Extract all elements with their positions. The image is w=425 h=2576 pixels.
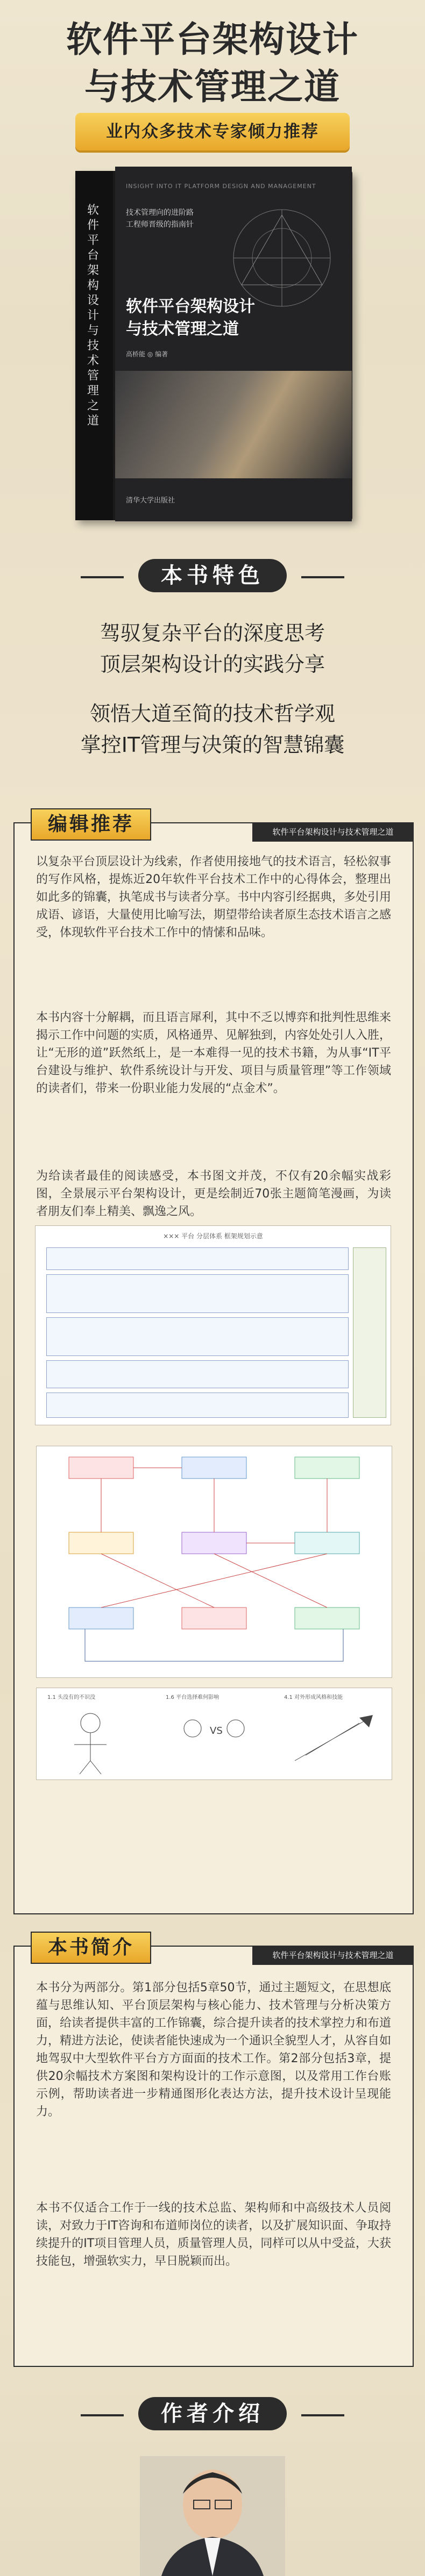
cover-title-1: 软件平台架构设计 (126, 297, 255, 316)
diagram-layer-box (46, 1317, 349, 1356)
sketch-label-3: 4.1 对外形成风格和技能 (284, 1695, 343, 1700)
author-portrait-graphic (140, 2456, 285, 2576)
summary-paragraph-1: 本书分为两部分。第1部分包括5章50节，通过主题短文，在思想底蕴与思维认知、平台顶层架构与核心能力、技术管理与分析决策方面，给读者提供丰富的工作锦囊，综合提升读者的技术掌控力和布道力，精进方法论，使读者能快速成为一个通识全貌型人才，从容自如地驾驭中大型软件平台方方面面的技术工作。第2部分包括3章，提供20余幅技术方案图和架构设计的工作示意图，以及常用工作台账示例，帮助读者进一步精通图形化表达方法，提升技术设计呈现能力。 (36, 1981, 392, 2119)
summary-paragraph-2: 本书不仅适合工作于一线的技术总监、架构师和中高级技术人员阅读，对致力于IT咨询和布道师岗位的读者，以及扩展知识面、争取持续提升的IT项目管理人员，质量管理人员，同样可以从中受益，大获技能包，增强软实力，早日脱颖而出。 (36, 2201, 391, 2268)
flow-figure (36, 1446, 392, 1678)
cover-title (126, 296, 255, 341)
diagram-side-box (353, 1247, 386, 1418)
editor-paragraph-2: 本书内容十分解耦，而且语言犀利，其中不乏以博弈和批判性思维来揭示工作中问题的实质，风格通畀、见解独到，内容处处引人入胜，让“无形的道”跃然纸上，是一本难得一见的技术书籍，为从事“IT平台建设与维护、软件系统设计与开发、项目与质量管理”等工作领域的读者们，带来一份职业能力发展的“点金术”。 (36, 1011, 392, 1095)
editor-card-lower (13, 1440, 414, 1914)
book-cover-image (75, 167, 352, 521)
diagram-layer-box (46, 1247, 349, 1270)
summary-card (13, 1936, 414, 2367)
features-heading (0, 559, 425, 592)
editor-paragraph-3: 为给读者最佳的阅读感受，本书图文并茂，不仅有20余幅实战彩图，全景展示平台架构设计，更是绘制近70张主题简笔漫画，为读者朋友们奉上精美、飘逸之风。 (36, 1169, 391, 1218)
book-front (115, 167, 352, 521)
heading-deco-left (81, 2414, 124, 2416)
book-spine (75, 171, 113, 520)
page-title-line1: 软件平台架构设计 (66, 19, 359, 60)
heading-deco-left (81, 576, 124, 578)
architecture-figure-caption: ××× 平台 分层体系 框架规划示意 (163, 1232, 263, 1240)
summary-strip: 软件平台架构设计与技术管理之道 (252, 1946, 414, 1965)
sketches-figure (36, 1688, 392, 1780)
cover-english-title: INSIGHT INTO IT PLATFORM DESIGN AND MANAGEMENT (126, 183, 316, 190)
feature-line-1: 驾驭复杂平台的深度思考 (100, 621, 325, 645)
sketch-label-1: 1.1 头没有的不识没 (47, 1695, 96, 1700)
cover-author: 高桥能 ◎ 编著 (126, 350, 168, 358)
features-heading-text: 本书特色 (138, 559, 287, 592)
diagram-layer-box (46, 1274, 349, 1313)
summary-tag: 本书简介 (31, 1932, 151, 1964)
cover-architecture-photo (115, 371, 352, 478)
editor-paragraph-1: 以复杂平台顶层设计为线索，作者使用接地气的技术语言，轻松叙事的写作风格，提炼近20年软件平台技术工作中的心得体会，整理出如此多的锦囊，执笔成书与读者分享。书中内容引经据典，多处引用成语、谚语，大量使用比喻写法，期望带给读者原生态技术语言之感受，体现软件平台技术工作中的情愫和品味。 (36, 855, 392, 939)
diagram-layer-box (46, 1360, 349, 1388)
flow-diagram-graphic (37, 1446, 392, 1677)
recommend-banner-text: 业内众多技术专家倾力推荐 (106, 122, 319, 141)
cover-subtitle (126, 207, 194, 231)
feature-line-4: 掌控IT管理与决策的智慧锦囊 (80, 733, 345, 757)
cover-publisher: 清华大学出版社 (126, 497, 175, 505)
editor-strip: 软件平台架构设计与技术管理之道 (252, 822, 414, 842)
author-photo (140, 2456, 285, 2576)
heading-deco-right (301, 576, 344, 578)
svg-text:VS: VS (210, 1725, 223, 1737)
sketch-illustrations (37, 1702, 392, 1777)
sketch-label-2: 1.6 平台选择难何影响 (166, 1695, 219, 1700)
page-title-line2: 与技术管理之道 (84, 66, 341, 107)
architecture-figure (35, 1225, 391, 1425)
diagram-layer-box (46, 1393, 349, 1418)
editor-tag: 编辑推荐 (31, 808, 151, 841)
cover-title-2: 与技术管理之道 (126, 320, 239, 339)
cover-subtitle-2: 工程师晋级的指南针 (126, 220, 194, 229)
heading-deco-right (301, 2414, 344, 2416)
recommend-banner (75, 113, 350, 150)
author-heading (0, 2397, 425, 2430)
spine-title: 软件平台架构设计与技术管理之道 (87, 204, 100, 428)
feature-line-2: 顶层架构设计的实践分享 (100, 652, 325, 676)
author-heading-text: 作者介绍 (138, 2397, 287, 2430)
feature-line-3: 领悟大道至简的技术哲学观 (89, 702, 335, 726)
cover-subtitle-1: 技术管理向的进阶路 (126, 209, 194, 217)
